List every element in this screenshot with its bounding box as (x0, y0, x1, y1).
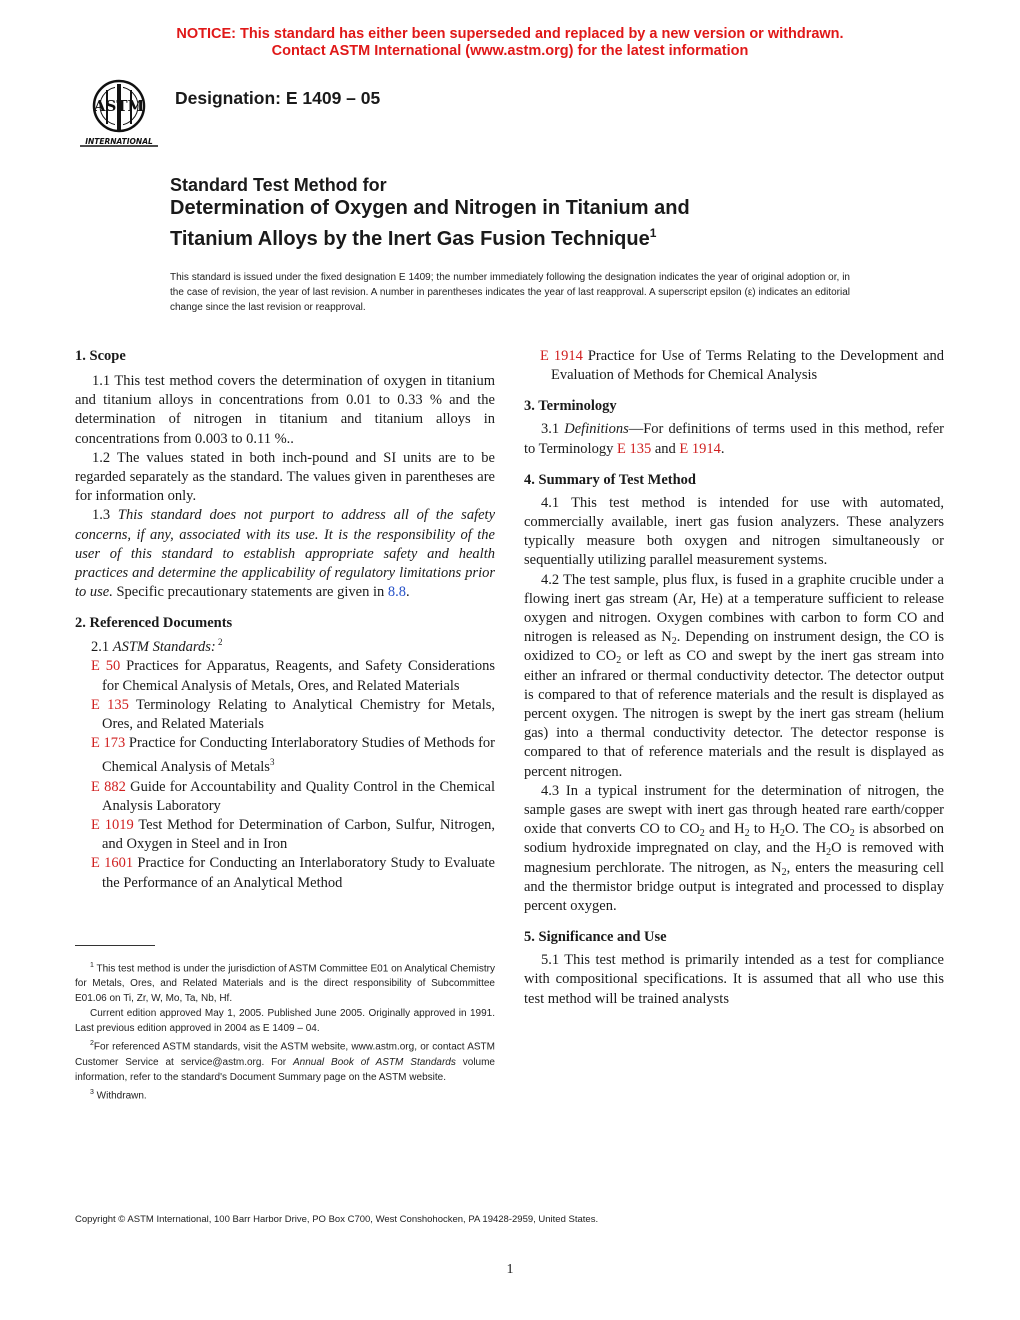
section-heading-summary: 4. Summary of Test Method (524, 471, 696, 488)
section-heading-scope: 1. Scope (75, 348, 126, 364)
paragraph-3-1: 3.1 Definitions—For definitions of terms used in this method, refer to Terminology E 135 and E 1914. (524, 421, 945, 457)
footnote-3: $^3$ Withdrawn. (90, 1088, 147, 1101)
designation: Designation: E 1409 – 05 (175, 88, 381, 108)
astm-logo (76, 76, 162, 148)
link-e135[interactable]: E 135 (616, 440, 652, 457)
section-heading-significance: 5. Significance and Use (524, 929, 667, 946)
ref-item: E 882 Guide for Accountability and Quality Control in the Chemical Analysis Laboratory (91, 778, 496, 814)
copyright-line: Copyright © ASTM International, 100 Barr Harbor Drive, PO Box C700, West Conshohocken, PA 19428-2959, United States. (75, 1214, 599, 1225)
title-line-3: Titanium Alloys by the Inert Gas Fusion Technique$^1$ (170, 226, 657, 250)
document-title (170, 174, 890, 252)
footnote-2: $^2$For referenced ASTM standards, visit the ASTM website, www.astm.org, or contact ASTM Customer Service at service@astm.org. For Annual Book of ASTM Standards volume information, refer to the standard's Document Summary page on the ASTM website. (75, 1040, 495, 1083)
intro-text: This standard is issued under the fixed designation E 1409; the number immediately following the designation indicates the year of original adoption or, in the case of revision, the year of last revision. A number in parentheses indicates the year of last reapproval. A superscript epsilon (ε) indicates an editorial change since the last revision or reapproval. (170, 272, 850, 313)
notice-line-2: Contact ASTM International (www.astm.org) for the latest information (271, 43, 749, 59)
paragraph-1-3: 1.3 This standard does not purport to address all of the safety concerns, if any, associated with its use. It is the responsibility of the user of this standard to establish appropriate safety and health practices and determine the applicability of regulatory limitations prior to use. Specific precautionary statements are given in 8.8. (75, 507, 496, 601)
link-8-8[interactable]: 8.8 (387, 584, 406, 601)
ref-item: E 50 Practices for Apparatus, Reagents, and Safety Considerations for Chemical Analysis of Metals, Ores, and Related Materials (91, 658, 495, 694)
ref-code-link[interactable]: E 1914 (540, 348, 583, 364)
section-heading-referenced-documents: 2. Referenced Documents (75, 615, 233, 632)
footnotes (75, 958, 495, 1103)
logo-text: ASTM (93, 97, 145, 115)
section-heading-terminology: 3. Terminology (524, 398, 617, 415)
ref-item: E 1914 Practice for Use of Terms Relating to the Development and Evaluation of Methods for Chemical Analysis (540, 348, 945, 384)
logo-subtext: INTERNATIONAL (85, 137, 153, 146)
ref-code-link[interactable]: E 135 (91, 696, 129, 713)
paragraph-1-2: 1.2 The values stated in both inch-pound and SI units are to be regarded separately as the standard. The values given in parentheses are for information only. (75, 449, 495, 505)
link-e1914[interactable]: E 1914 (679, 440, 721, 457)
right-column (524, 347, 944, 1009)
paragraph-4-3: 4.3 In a typical instrument for the determination of nitrogen, the sample gases are swept with inert gas through heated rare earth/copper oxide that converts CO to $CO_2$ and $H_2$ to $H_2O$. The $CO_2$ is absorbed on sodium hydroxide impregnated on clay, and the $H_2O$ is removed with magnesium perchlorate. The nitrogen, as $N_2$, enters the measuring cell and the thermistor bridge output is integrated and processed to display percent oxygen. (524, 782, 944, 915)
paragraph-5-1: 5.1 This test method is primarily intended as a test for compliance with compositional specifications. It is assumed that all who use this test method will be trained analysts (524, 952, 944, 1007)
ref-code-link[interactable]: E 50 (91, 658, 121, 675)
ref-item: E 135 Terminology Relating to Analytical Chemistry for Metals, Ores, and Related Materials (91, 696, 495, 733)
notice-line-1: NOTICE: This standard has either been superseded and replaced by a new version or withdrawn. (176, 26, 844, 42)
title-line-1: Standard Test Method for (170, 175, 387, 195)
superseded-notice (0, 26, 1020, 60)
page-number: 1 (506, 1262, 514, 1277)
paragraph-4-2: 4.2 The test sample, plus flux, is fused in a graphite crucible under a flowing inert gas stream (Ar, He) at a temperature sufficient to release oxygen and nitrogen. Oxygen combines with carbon to form CO and nitrogen is released as $N_2$. Depending on instrument design, the CO is oxidized to $CO_2$ or left as CO and swept by the inert gas stream into either an infrared or thermal conductivity detector. The detector output is compared to that of reference materials and the result is displayed as percent oxygen. The nitrogen is swept by the inert gas stream (helium gas) into a thermal conductivity detector. The detector response is compared to that of reference materials and the result is displayed as percent nitrogen. (524, 571, 945, 780)
ref-code-link[interactable]: E 1601 (91, 855, 134, 872)
footnote-1: $^1$ This test method is under the jurisdiction of ASTM Committee E01 on Analytical Chemistry for Metals, Ores, and Related Materials and is the direct responsibility of Subcommittee E01.06 on Ti, Zr, W, Mo, Ta, Nb, Hf. (75, 962, 496, 1005)
astm-logo-icon (76, 76, 162, 148)
title-line-2: Determination of Oxygen and Nitrogen in Titanium and (170, 197, 690, 219)
left-column (75, 347, 495, 893)
title-footnote-mark: 1 (649, 226, 657, 240)
ref-code-link[interactable]: E 173 (91, 735, 126, 752)
ref-item: E 173 Practice for Conducting Interlaboratory Studies of Methods for Chemical Analysis of Metals$^3$ (91, 735, 495, 776)
footnote-1b: Current edition approved May 1, 2005. Published June 2005. Originally approved in 1991. Last previous edition approved in 2004 as E 1409 – 04. (75, 1008, 495, 1035)
ref-item: E 1601 Practice for Conducting an Interlaboratory Study to Evaluate the Performance of an Analytical Method (91, 855, 495, 891)
ref-code-link[interactable]: E 1019 (91, 816, 134, 833)
ref-item: E 1019 Test Method for Determination of Carbon, Sulfur, Nitrogen, and Oxygen in Steel and in Iron (91, 816, 495, 853)
footnote-divider (75, 945, 155, 946)
paragraph-1-1: 1.1 This test method covers the determination of oxygen in titanium and titanium alloys in concentrations from 0.01 to 0.33 % and the determination of nitrogen in titanium and titanium alloys in concentrations from 0.003 to 0.11 %.. (75, 373, 495, 447)
ref-code-link[interactable]: E 882 (91, 778, 126, 795)
paragraph-4-1: 4.1 This test method is intended for use with automated, commercially available, inert gas fusion analyzers. These analyzers typically measure both oxygen and nitrogen simultaneously or sequentially utilizing parallel measurement systems. (524, 494, 944, 569)
astm-standards-label: 2.1 ASTM Standards: $^2$ (91, 637, 223, 656)
